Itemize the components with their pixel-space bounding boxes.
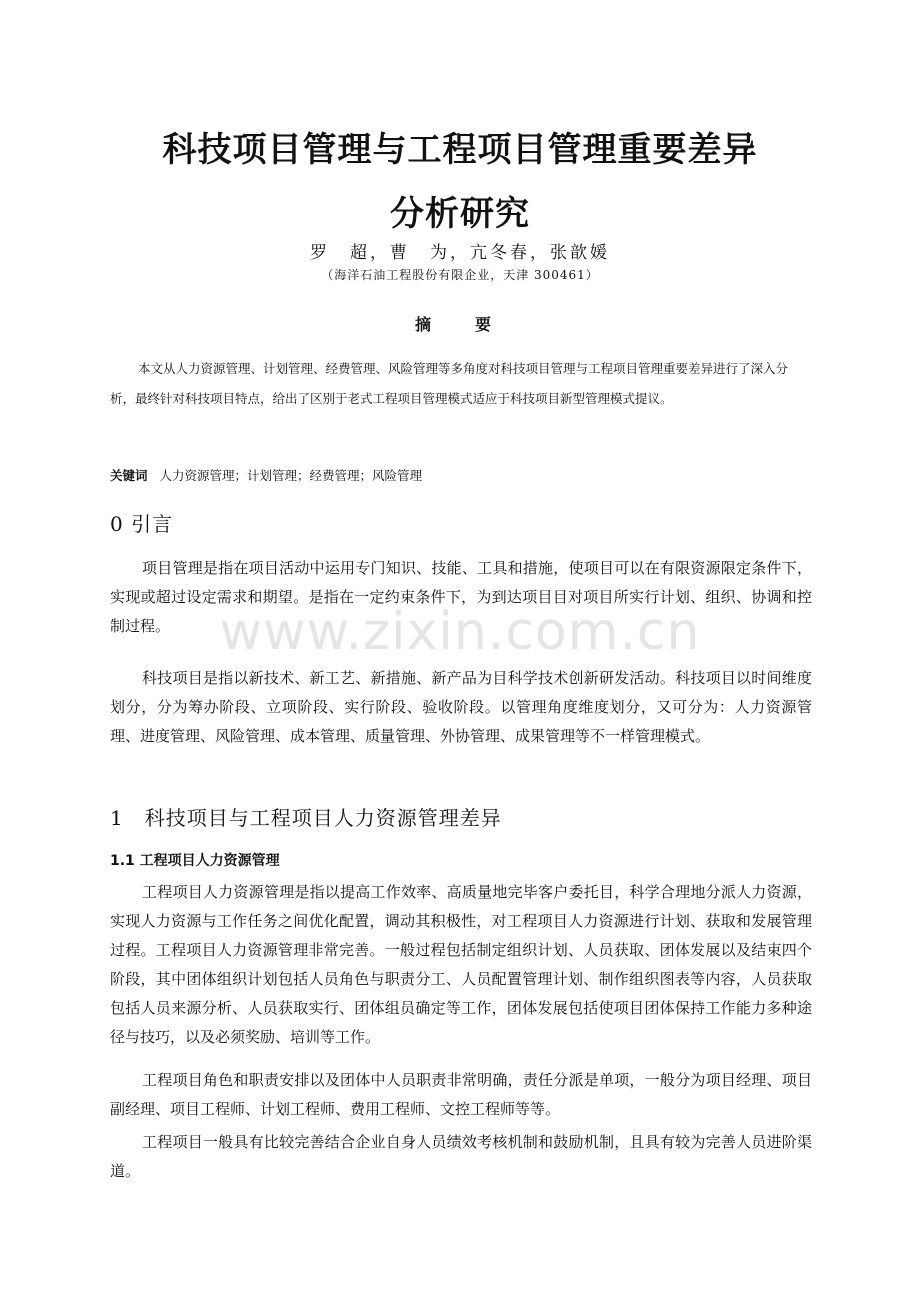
abstract-text: 本文从人力资源管理、计划管理、经费管理、风险管理等多角度对科技项目管理与工程项目管理重要差异进行了深入分析，最终针对科技项目特点，给出了区别于老式工程项目管理模式适应于科技项目新型管理模式提议。 xyxy=(110,361,789,406)
body-paragraph: 工程项目人力资源管理是指以提高工作效率、高质量地完毕客户委托目，科学合理地分派人力资源，实现人力资源与工作任务之间优化配置，调动其积极性，对工程项目人力资源进行计划、获取和发展管理过程。工程项目人力资源管理非常完善。一般过程包括制定组织计划、人员获取、团体发展以及结束四个阶段，其中团体组织计划包括人员角色与职责分工、人员配置管理计划、制作组织图表等内容，人员获取包括人员来源分析、人员获取实行、团体组员确定等工作，团体发展包括使项目团体保持工作能力多种途径与技巧，以及必须奖励、培训等工作。 xyxy=(110,883,812,1046)
body-paragraph: 工程项目角色和职责安排以及团体中人员职责非常明确，责任分派是单项，一般分为项目经理、项目副经理、项目工程师、计划工程师、费用工程师、文控工程师等等。 xyxy=(110,1071,812,1118)
body-paragraph: 科技项目是指以新技术、新工艺、新措施、新产品为目科学技术创新研发活动。科技项目以时间维度划分，分为筹办阶段、立项阶段、实行阶段、验收阶段。以管理角度维度划分，又可分为：人力资源管理、进度管理、风险管理、成本管理、质量管理、外协管理、成果管理等不一样管理模式。 xyxy=(110,669,812,745)
body-paragraph: 工程项目一般具有比较完善结合企业自身人员绩效考核机制和鼓励机制，且具有较为完善人员进阶渠道。 xyxy=(110,1133,812,1180)
keywords-label: 关键词 xyxy=(110,468,148,483)
body-paragraph: 项目管理是指在项目活动中运用专门知识、技能、工具和措施，使项目可以在有限资源限定条件下，实现或超过设定需求和期望。是指在一定约束条件下，为到达项目目对项目所实行计划、组织、协调和控制过程。 xyxy=(110,559,812,635)
paper-title-line-1: 科技项目管理与工程项目管理重要差异 xyxy=(162,130,758,170)
section-heading-hr-management: 1 科技项目与工程项目人力资源管理差异 xyxy=(110,806,502,830)
abstract-heading: 摘 要 xyxy=(414,315,505,334)
section-heading-introduction: 0 引言 xyxy=(110,512,174,536)
paper-title-line-2: 分析研究 xyxy=(390,194,530,234)
watermark-text: www.zixin.com.cn xyxy=(219,602,701,662)
author-list: 罗 超，曹 为，亢冬春，张歆媛 xyxy=(310,243,610,263)
subsection-heading: 1.1 工程项目人力资源管理 xyxy=(110,853,280,869)
keywords-line xyxy=(110,466,810,484)
author-affiliation: （海洋石油工程股份有限企业，天津 300461） xyxy=(321,268,599,282)
keywords-text: 人力资源管理；计划管理；经费管理；风险管理 xyxy=(159,468,423,483)
